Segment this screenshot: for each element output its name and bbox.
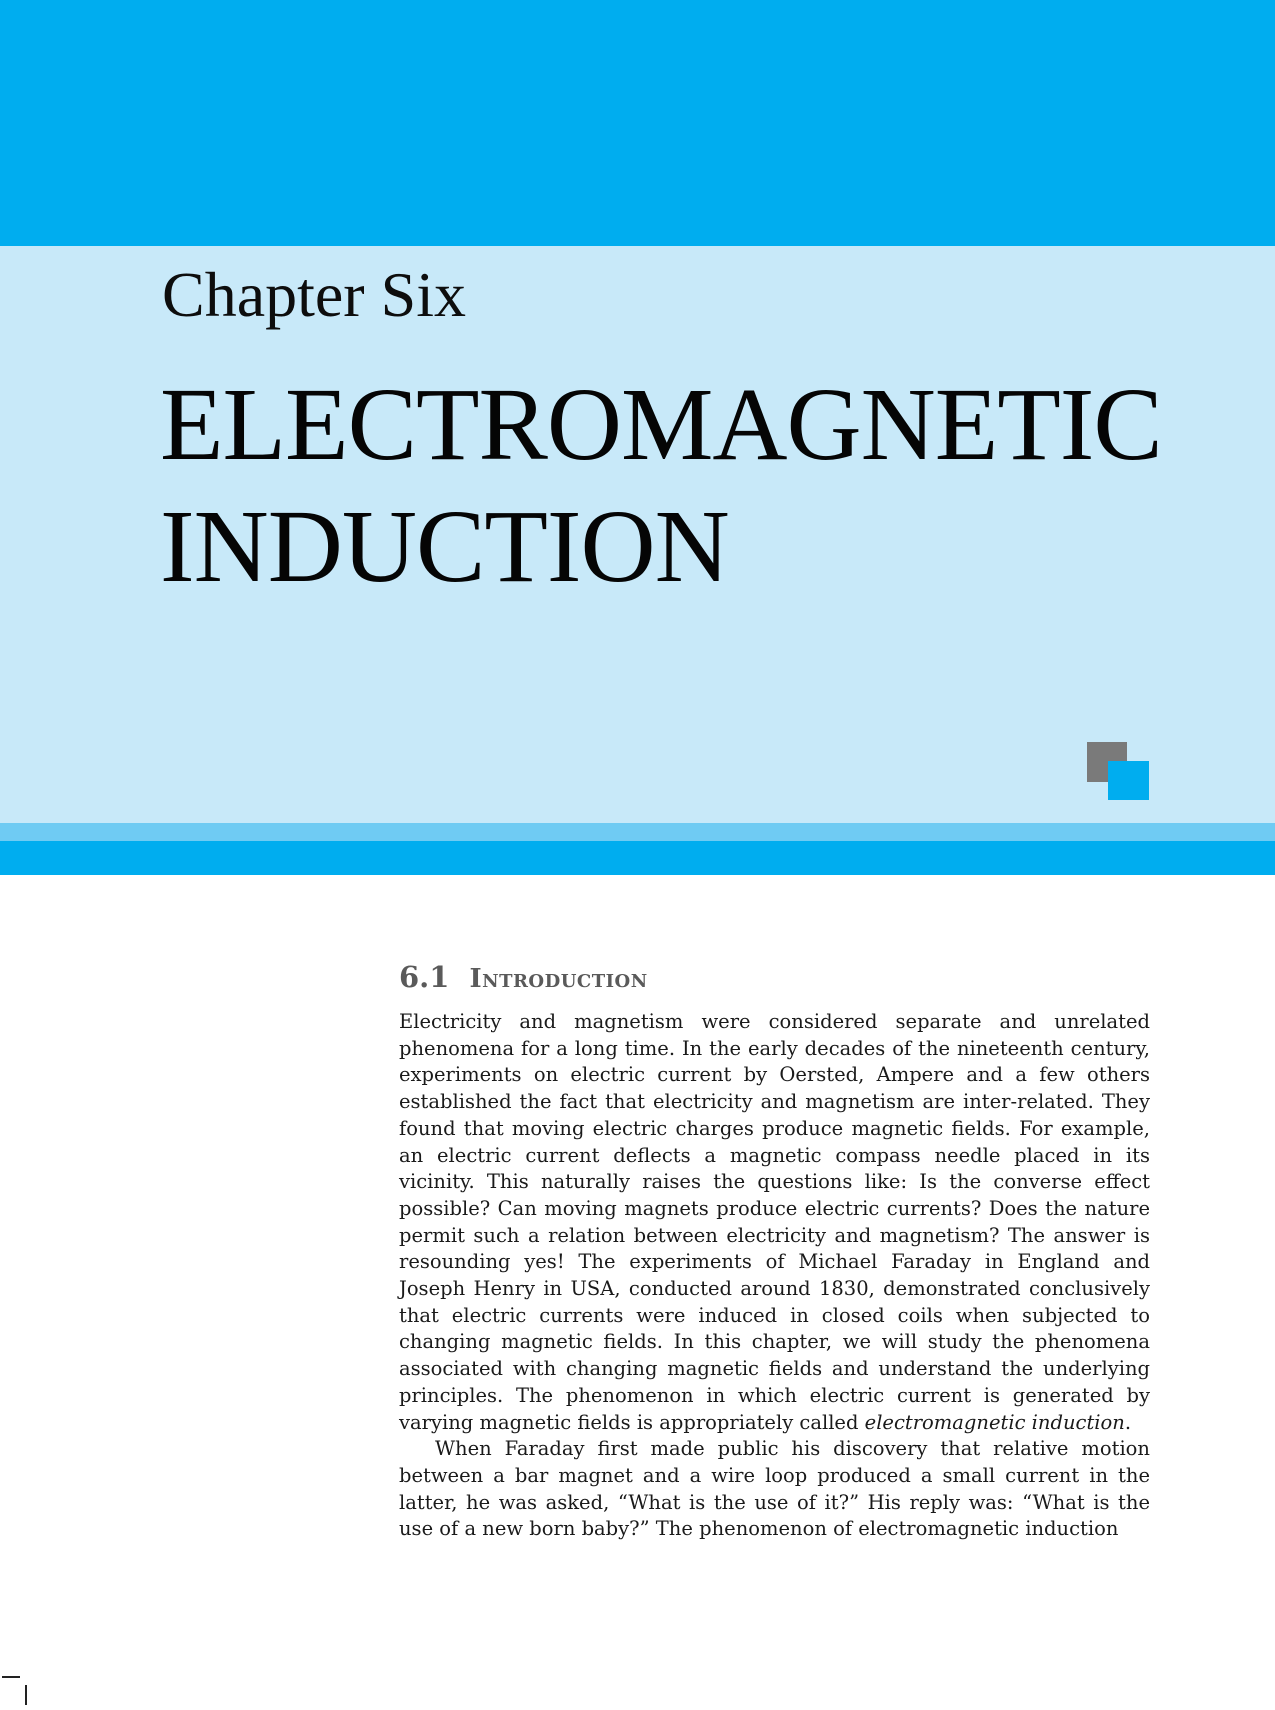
section-title: Introduction (469, 964, 648, 994)
decorative-blue-square (1108, 761, 1149, 800)
paragraph-1 (399, 1009, 1150, 1436)
crop-mark-horizontal (2, 1676, 20, 1678)
chapter-title-line-1: ELECTROMAGNETIC (160, 367, 1162, 482)
paragraph-1-text: Electricity and magnetism were considered separate and unrelated phenomena for a long time. In the early decades of the nineteenth century, experiments on electric current by Oersted, Ampere and a few others established the fact that electricity and magnetism are inter-related. They found that moving electric charges produce magnetic fields. For example, an electric current deflects a magnetic compass needle placed in its vicinity. This naturally raises the questions like: Is the converse effect possible? Can moving magnets produce electric currents? Does the nature permit such a relation between electricity and magnetism? The answer is resounding yes! The experiments of Michael Faraday in England and Joseph Henry in USA, conducted around 1830, demonstrated conclusively that electric currents were induced in closed coils when subjected to changing magnetic fields. In this chapter, we will study the phenomena associated with changing magnetic fields and understand the underlying principles. The phenomenon in which electric current is generated by varying magnetic fields is appropriately called (399, 1010, 1150, 1434)
paragraph-1-end: . (1124, 1410, 1132, 1434)
chapter-title (160, 364, 1162, 608)
chapter-label: Chapter Six (162, 259, 466, 330)
paragraph-2: When Faraday first made public his discovery that relative motion between a bar magnet and a wire loop produced a small current in the latter, he was asked, “What is the use of it?” His reply was: “What is the use of a new born baby?” The phenomenon of electromagnetic induction (399, 1437, 1150, 1541)
paragraph-1-term: electromagnetic induction (864, 1410, 1125, 1434)
section-heading (399, 960, 648, 994)
light-stripe (0, 823, 1275, 841)
chapter-title-line-2: INDUCTION (160, 489, 729, 604)
crop-mark-vertical (25, 1685, 27, 1705)
section-number: 6.1 (399, 960, 450, 994)
body-text (399, 1009, 1150, 1543)
top-color-band (0, 0, 1275, 246)
dark-stripe (0, 841, 1275, 875)
